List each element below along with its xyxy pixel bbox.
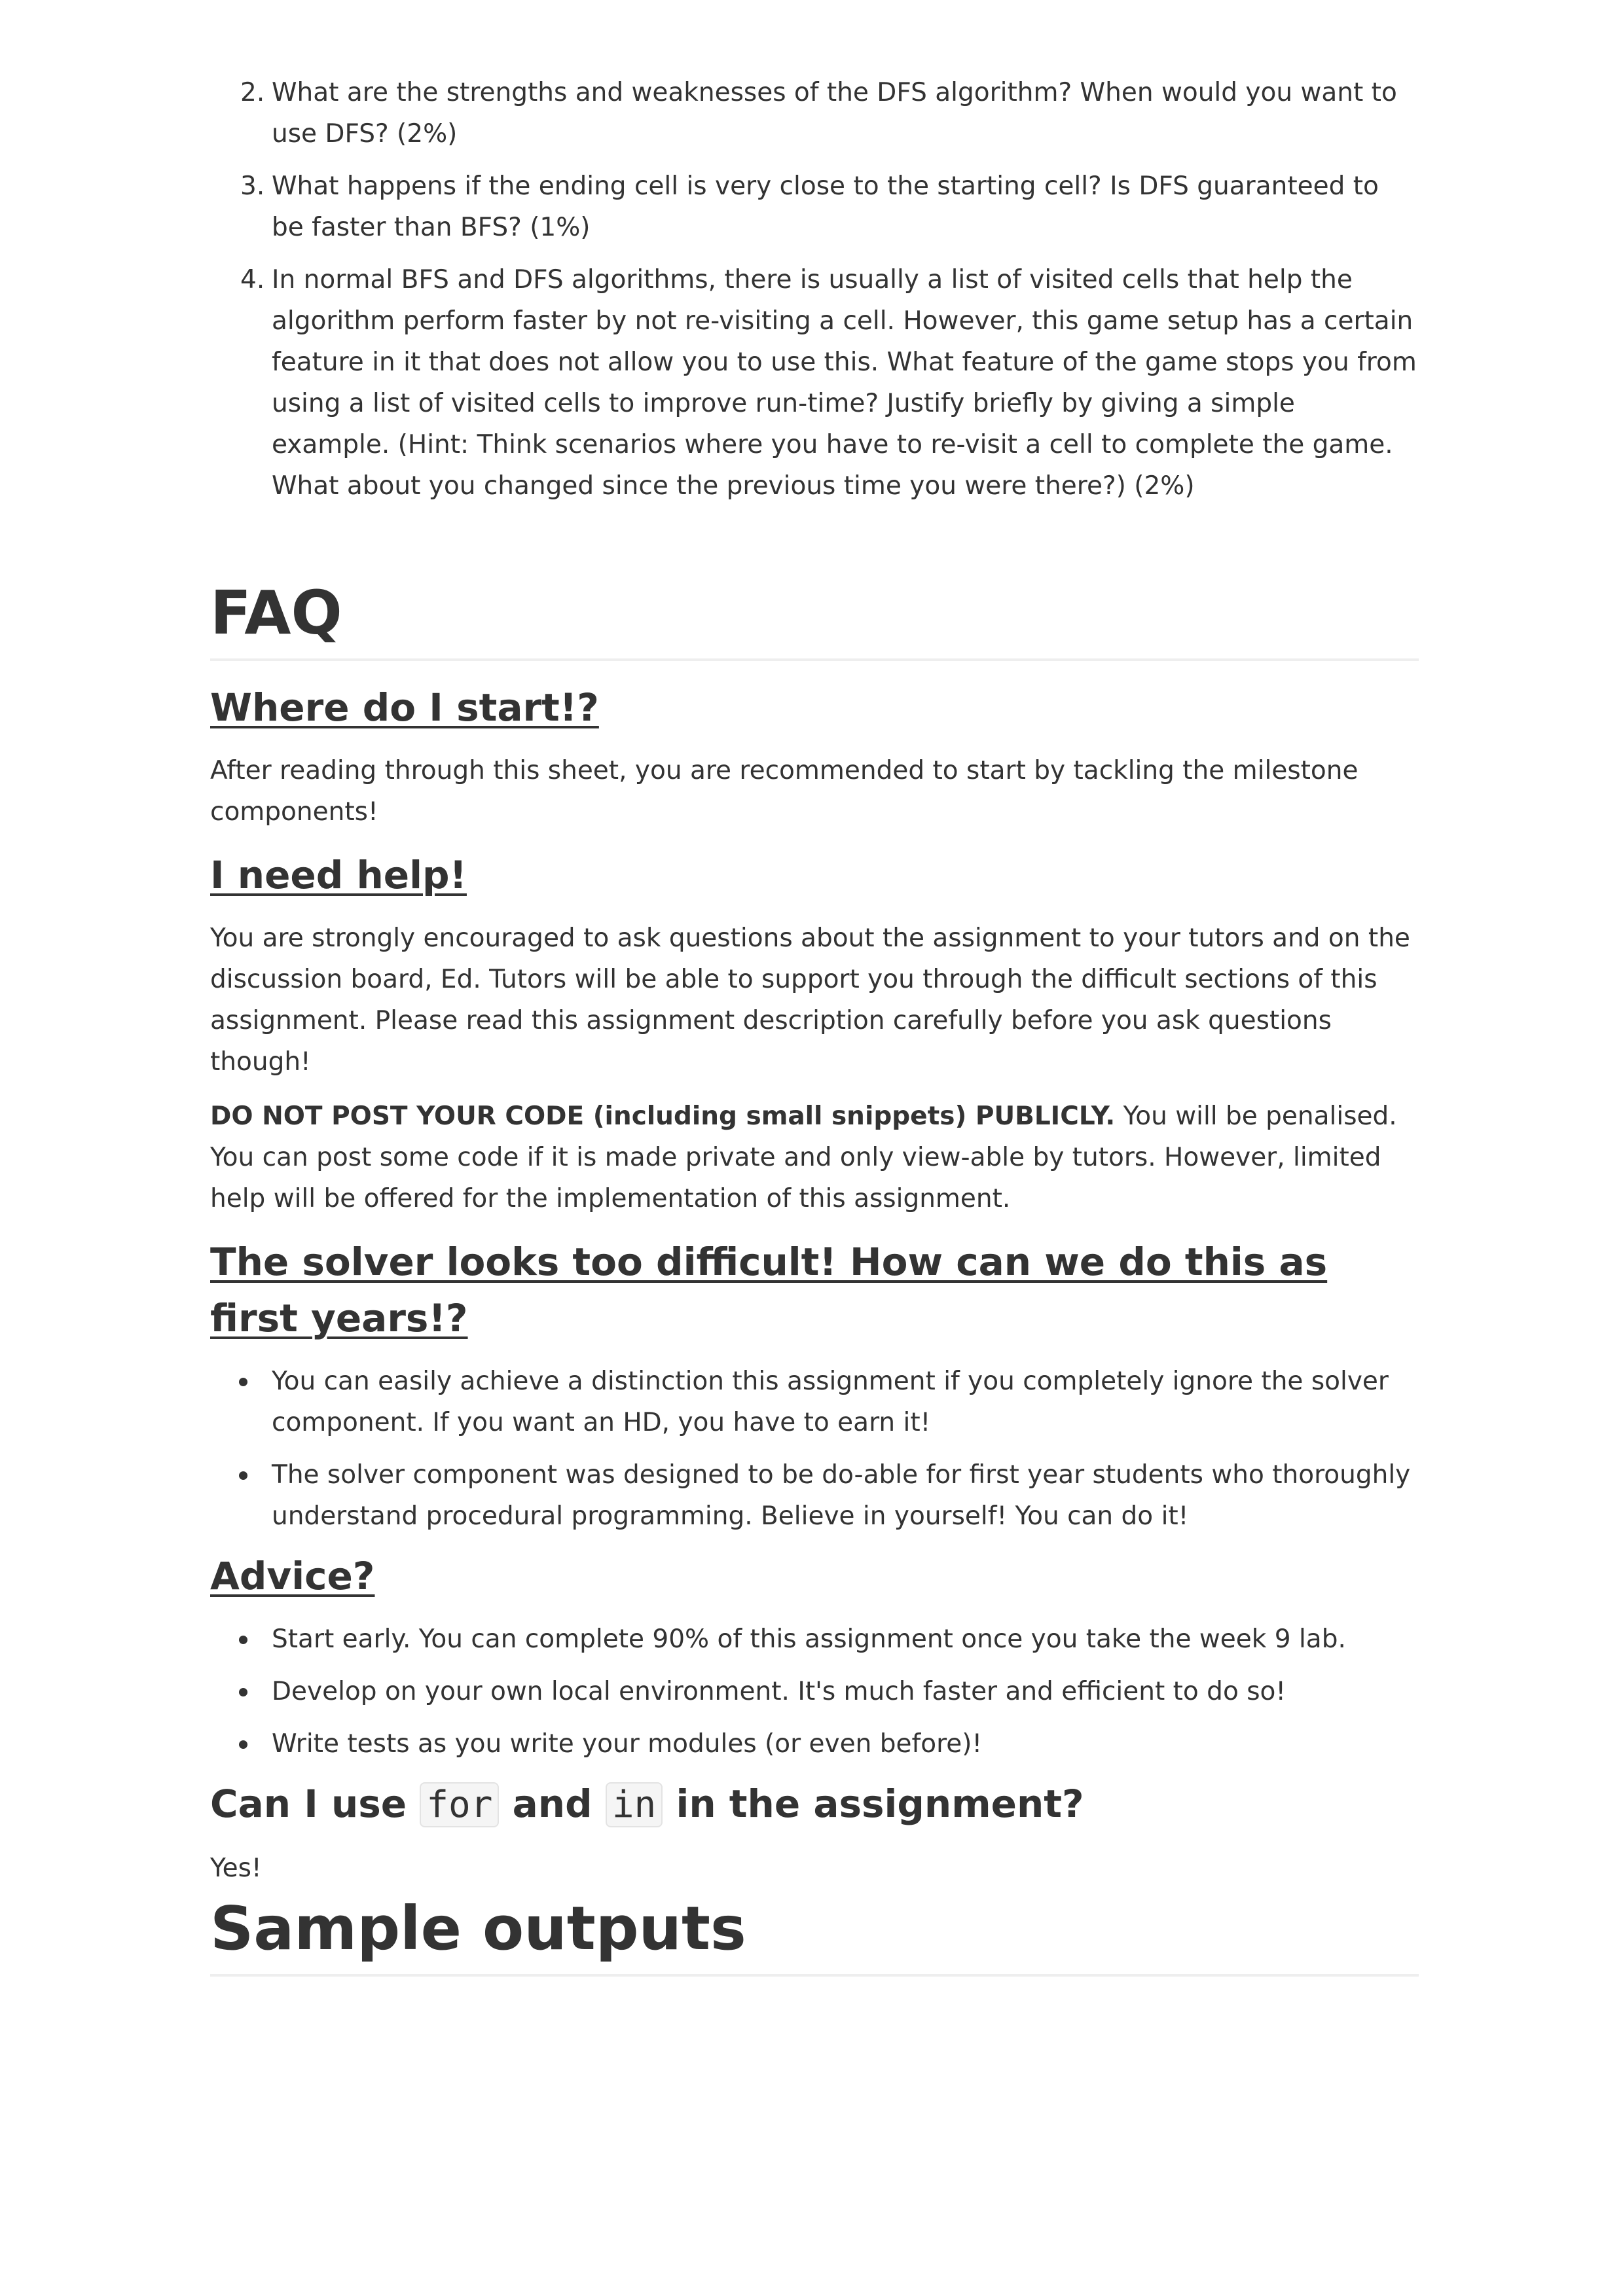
- where-start-heading: Where do I start!?: [210, 685, 599, 730]
- where-start-text: After reading through this sheet, you are recommended to start by tackling the milestone components!: [210, 756, 1359, 827]
- code-in: in: [606, 1782, 663, 1827]
- solver-bullets: [210, 1361, 1419, 1537]
- list-item: [210, 259, 1419, 507]
- list-item: You can easily achieve a distinction this assignment if you completely ignore the solver component. If you want an HD, you have to earn it!: [210, 1361, 1419, 1443]
- for-in-heading-b: and: [499, 1782, 606, 1826]
- list-number: 4.: [240, 265, 265, 295]
- need-help-text: You are strongly encouraged to ask questions about the assignment to your tutors and on the discussion board, Ed. Tutors will be able to support you through the difficult sections of this assignment. Please read this assignment description carefully before you ask questions though!: [210, 924, 1410, 1077]
- solver-heading: The solver looks too difficult! How can we do this as first years!?: [210, 1240, 1328, 1340]
- sample-outputs-heading: Sample outputs: [210, 1893, 1419, 1977]
- document-page: [210, 72, 1419, 1977]
- faq-heading: FAQ: [210, 577, 1419, 661]
- advice-heading: Advice?: [210, 1554, 375, 1598]
- list-item: The solver component was designed to be do-able for first year students who thoroughly understand procedural programming. Believe in yourself! You can do it!: [210, 1454, 1419, 1537]
- for-in-heading-a: Can I use: [210, 1782, 420, 1826]
- list-number: 3.: [240, 171, 265, 201]
- list-item: Develop on your own local environment. It's much faster and efficient to do so!: [210, 1671, 1419, 1712]
- advice-bullets: [210, 1619, 1419, 1765]
- list-item: Start early. You can complete 90% of this assignment once you take the week 9 lab.: [210, 1619, 1419, 1660]
- code-warning-rest: You will be penalised. You can post some code if it is made private and only view-able by tutors. However, limited help will be offered for the implementation of this assignment.: [210, 1102, 1397, 1213]
- list-text: In normal BFS and DFS algorithms, there is usually a list of visited cells that help the algorithm perform faster by not re-visiting a cell. However, this game setup has a certain feature in it that does not allow you to use this. What feature of the game stops you from using a list of visited cells to improve run-time? Justify briefly by giving a simple example. (Hint: Think scenarios where you have to re-visit a cell to complete the game. What about you changed since the previous time you were there?) (2%): [272, 265, 1417, 501]
- for-in-heading-c: in the assignment?: [663, 1782, 1084, 1826]
- list-item: [210, 166, 1419, 248]
- list-item: [210, 72, 1419, 154]
- code-for: for: [420, 1782, 499, 1827]
- question-list: [210, 72, 1419, 507]
- list-text: What are the strengths and weaknesses of the DFS algorithm? When would you want to use DFS? (2%): [272, 78, 1397, 149]
- code-warning-text: [210, 1096, 1419, 1219]
- list-text: What happens if the ending cell is very close to the starting cell? Is DFS guaranteed to be faster than BFS? (1%): [272, 171, 1379, 242]
- need-help-heading: I need help!: [210, 853, 467, 897]
- for-in-answer: Yes!: [210, 1854, 262, 1883]
- for-in-heading: [210, 1776, 1419, 1833]
- code-warning-bold: DO NOT POST YOUR CODE (including small snippets) PUBLICLY.: [210, 1102, 1116, 1131]
- list-item: Write tests as you write your modules (or even before)!: [210, 1723, 1419, 1765]
- list-number: 2.: [240, 78, 265, 107]
